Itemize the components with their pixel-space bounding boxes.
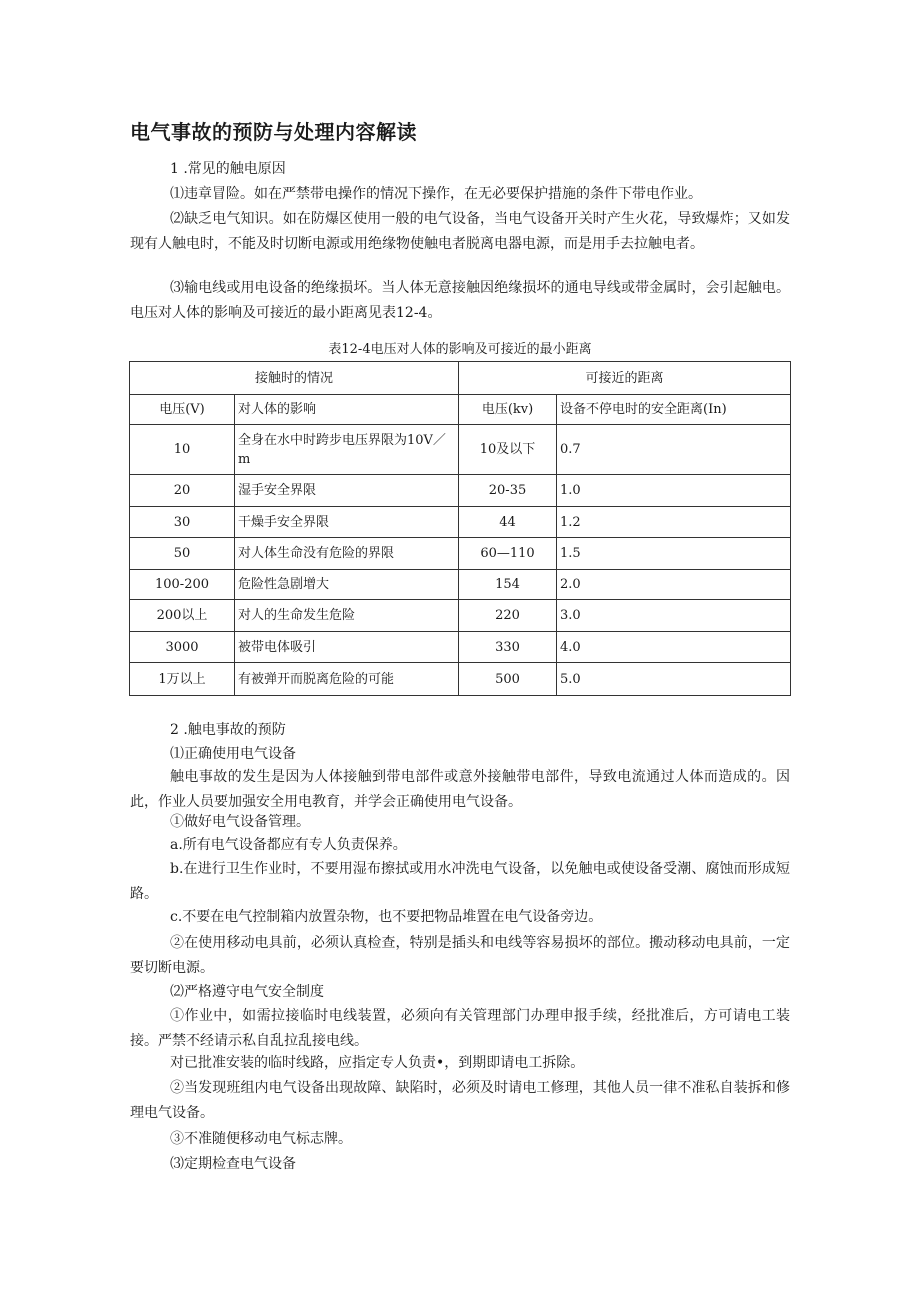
cell-effect: 对人的生命发生危险	[235, 600, 459, 632]
cell-voltage-v: 50	[130, 538, 235, 570]
table-row	[130, 507, 791, 538]
cell-voltage-kv: 10及以下	[459, 425, 557, 475]
section-2-paragraph-3: a.所有电气设备都应有专人负责保养。	[170, 837, 407, 853]
page-title: 电气事故的预防与处理内容解读	[130, 120, 417, 144]
cell-voltage-kv: 44	[459, 507, 557, 538]
section-2-paragraph-4: b.在进行卫生作业时，不要用湿布擦拭或用水冲洗电气设备，以免触电或使设备受潮、腐蚀而形成短路。	[130, 861, 790, 902]
cell-safe-distance: 4.0	[557, 632, 791, 663]
group-header-distance: 可接近的距离	[459, 362, 791, 395]
cell-voltage-v: 30	[130, 507, 235, 538]
cell-voltage-v: 200以上	[130, 600, 235, 632]
section-1-heading: 1 .常见的触电原因	[170, 161, 286, 177]
col-header-voltage-kv: 电压(kv)	[459, 395, 557, 425]
cell-voltage-v: 100-200	[130, 570, 235, 600]
section-2-paragraph-2: ①做好电气设备管理。	[170, 814, 310, 830]
section-1-item-1: ⑴违章冒险。如在严禁带电操作的情况下操作，在无必要保护措施的条件下带电作业。	[170, 186, 702, 202]
table-row	[130, 570, 791, 600]
section-2-paragraph-7: ①作业中，如需拉接临时电线装置，必须向有关管理部门办理申报手续，经批准后，方可请电工装接。严禁不经请示私自乱拉乱接电线。	[130, 1008, 790, 1049]
cell-safe-distance: 1.2	[557, 507, 791, 538]
cell-safe-distance: 2.0	[557, 570, 791, 600]
cell-safe-distance: 3.0	[557, 600, 791, 632]
cell-voltage-kv: 154	[459, 570, 557, 600]
cell-safe-distance: 1.5	[557, 538, 791, 570]
cell-voltage-kv: 330	[459, 632, 557, 663]
table-row	[130, 632, 791, 663]
col-header-safe-distance: 设备不停电时的安全距离(In)	[557, 395, 791, 425]
group-header-contact: 接触时的情况	[130, 362, 459, 395]
table-group-header-row	[130, 362, 791, 395]
cell-effect: 干燥手安全界限	[235, 507, 459, 538]
section-2-paragraph-5: c.不要在电气控制箱内放置杂物，也不要把物品堆置在电气设备旁边。	[170, 909, 603, 925]
cell-voltage-v: 20	[130, 475, 235, 507]
section-2-paragraph-6: ②在使用移动电具前，必须认真检查，特别是插头和电线等容易损坏的部位。搬动移动电具前，一定要切断电源。	[130, 935, 790, 976]
cell-safe-distance: 1.0	[557, 475, 791, 507]
section-2-sub-3: ⑶定期检查电气设备	[170, 1156, 296, 1172]
section-2-paragraph-8: 对已批准安装的临时线路，应指定专人负责•，到期即请电工拆除。	[170, 1055, 585, 1071]
cell-voltage-kv: 20-35	[459, 475, 557, 507]
cell-voltage-v: 10	[130, 425, 235, 475]
cell-voltage-v: 1万以上	[130, 663, 235, 696]
cell-safe-distance: 5.0	[557, 663, 791, 696]
table-row	[130, 475, 791, 507]
cell-voltage-v: 3000	[130, 632, 235, 663]
col-header-effect: 对人体的影响	[235, 395, 459, 425]
table-row	[130, 663, 791, 696]
section-2-paragraph-9: ②当发现班组内电气设备出现故障、缺陷时，必须及时请电工修理，其他人员一律不准私自装拆和修理电气设备。	[130, 1080, 790, 1121]
table-row	[130, 600, 791, 632]
cell-effect: 被带电体吸引	[235, 632, 459, 663]
table-row	[130, 538, 791, 570]
table-caption: 表12-4电压对人体的影响及可接近的最小距离	[328, 342, 592, 357]
cell-effect: 湿手安全界限	[235, 475, 459, 507]
section-2-heading: 2 .触电事故的预防	[170, 722, 286, 738]
col-header-voltage-v: 电压(V)	[130, 395, 235, 425]
cell-voltage-kv: 220	[459, 600, 557, 632]
section-1-item-2: ⑵缺乏电气知识。如在防爆区使用一般的电气设备，当电气设备开关时产生火花，导致爆炸；又如发现有人触电时，不能及时切断电源或用绝缘物使触电者脱离电器电源，而是用手去拉触电者。	[130, 211, 790, 252]
table-column-header-row	[130, 395, 791, 425]
table-row	[130, 425, 791, 475]
cell-effect: 有被弹开而脱离危险的可能	[235, 663, 459, 696]
cell-voltage-kv: 60—110	[459, 538, 557, 570]
cell-effect: 对人体生命没有危险的界限	[235, 538, 459, 570]
voltage-distance-table	[129, 361, 791, 696]
section-2-paragraph-10: ③不准随便移动电气标志牌。	[170, 1131, 352, 1147]
section-2-sub-1: ⑴正确使用电气设备	[170, 746, 296, 762]
cell-voltage-kv: 500	[459, 663, 557, 696]
section-1-item-3: ⑶输电线或用电设备的绝缘损坏。当人体无意接触因绝缘损坏的通电导线或带金属时，会引起触电。电压对人体的影响及可接近的最小距离见表12-4。	[130, 280, 790, 321]
cell-effect: 危险性急剧增大	[235, 570, 459, 600]
cell-effect: 全身在水中时跨步电压界限为10V／m	[235, 425, 459, 475]
section-2-paragraph-1: 触电事故的发生是因为人体接触到带电部件或意外接触带电部件，导致电流通过人体而造成的。因此，作业人员要加强安全用电教育，并学会正确使用电气设备。	[130, 769, 790, 810]
section-2-sub-2: ⑵严格遵守电气安全制度	[170, 984, 324, 1000]
cell-safe-distance: 0.7	[557, 425, 791, 475]
